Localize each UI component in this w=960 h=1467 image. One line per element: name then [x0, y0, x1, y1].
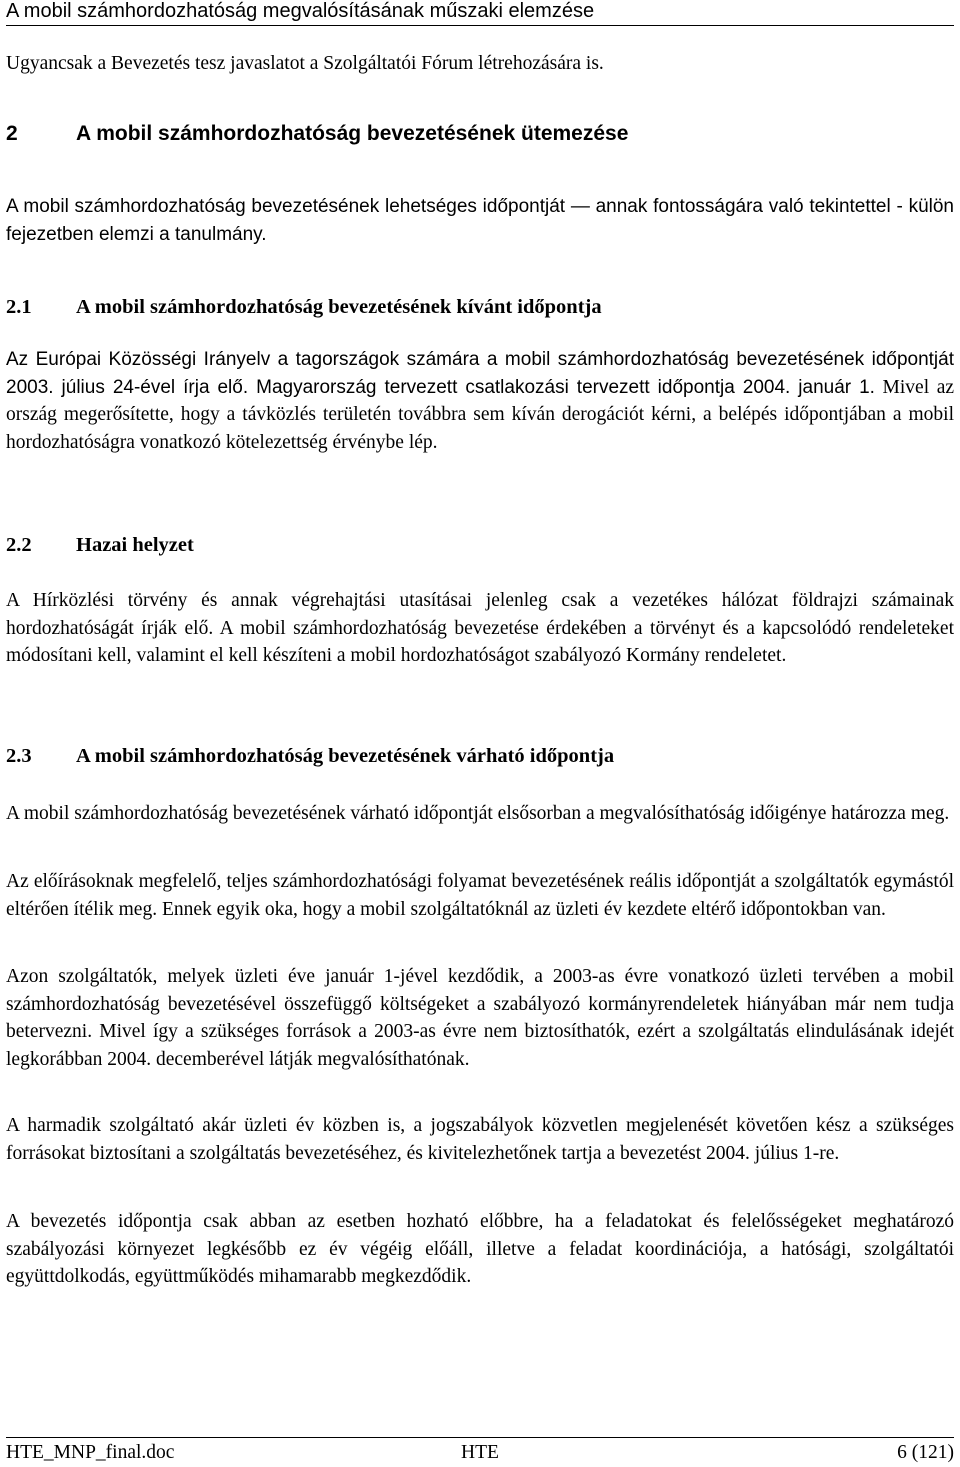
section-2-3-heading: [6, 742, 954, 770]
section-2-1-heading: [6, 293, 954, 321]
section-2-heading: [6, 120, 954, 148]
section-2-3-paragraph: A harmadik szolgáltató akár üzleti év közben is, a jogszabályok közvetlen megjelenését követően kész a szükséges forrásokat biztosítani a szolgáltatás bevezetéséhez, és kivitelezhetőnek tartja a bevezetést 2004. július 1-re.: [6, 1115, 954, 1164]
paragraph-part-serif: Mivel az ország megerősítette, hogy a távközlés területén továbbra sem kíván derogációt kérni, a belépés időpontjában a mobil hordozhatóságra vonatkozó kötelezettség érvénybe lép.: [6, 376, 955, 453]
header-rule: [6, 25, 954, 26]
section-title: Hazai helyzet: [76, 534, 194, 556]
footer-organization: HTE: [461, 1442, 499, 1463]
section-2-1-paragraph: [6, 346, 954, 456]
section-title: A mobil számhordozhatóság bevezetésének ütemezése: [76, 122, 629, 145]
section-2-paragraph: A mobil számhordozhatóság bevezetésének lehetséges időpontját — annak fontosságára való tekintettel - külön fejezetben elemzi a tanulmány.: [6, 196, 954, 245]
running-header: A mobil számhordozhatóság megvalósításának műszaki elemzése: [6, 0, 595, 22]
section-number: 2.1: [6, 296, 32, 318]
section-title: A mobil számhordozhatóság bevezetésének várható időpontja: [76, 745, 615, 767]
section-2-3-paragraph: A bevezetés időpontja csak abban az esetben hozható előbbre, ha a feladatokat és felelősségeket meghatározó szabályozási környezet legkésőbb ez év végéig előáll, illetve a feladat koordinációja, a hatósági, szolgáltatói együttdolkodás, együttműködés mihamarabb megkezdődik.: [6, 1211, 954, 1287]
section-number: 2: [6, 122, 18, 145]
footer-rule: [6, 1437, 954, 1438]
section-number: 2.2: [6, 534, 32, 556]
section-2-3-paragraph: A mobil számhordozhatóság bevezetésének várható időpontját elsősorban a megvalósíthatóság időigénye határozza meg.: [6, 803, 950, 824]
section-2-3-paragraph: Az előírásoknak megfelelő, teljes számhordozhatósági folyamat bevezetésének reális időpontját a szolgáltatók egymástól eltérően ítélik meg. Ennek egyik oka, hogy a mobil szolgáltatóknál az üzleti év kezdete eltérő időpontokban van.: [6, 871, 954, 920]
footer-page-number: 6 (121): [897, 1442, 954, 1463]
section-title: A mobil számhordozhatóság bevezetésének kívánt időpontja: [76, 296, 602, 318]
intro-paragraph: Ugyancsak a Bevezetés tesz javaslatot a Szolgáltatói Fórum létrehozására is.: [6, 53, 604, 74]
section-2-2-heading: [6, 531, 954, 559]
paragraph-part-sans: Az Európai Közösségi Irányelv a tagországok számára a mobil számhordozhatóság bevezetésének időpontját 2003. július 24-ével írja elő. Magyarország tervezett csatlakozási tervezett időpontja 2004. január 1.: [6, 349, 954, 398]
section-2-2-paragraph: A Hírközlési törvény és annak végrehajtási utasításai jelenleg csak a vezetékes hálózat földrajzi számainak hordozhatóságát írják elő. A mobil számhordozhatóság bevezetése érdekében a törvényt és a kapcsolódó rendeleteket módosítani kell, valamint el kell készíteni a mobil hordozhatóságot szabályozó Kormány rendeletet.: [6, 590, 954, 666]
footer-filename: HTE_MNP_final.doc: [6, 1442, 175, 1463]
section-2-3-paragraph: Azon szolgáltatók, melyek üzleti éve január 1-jével kezdődik, a 2003-as évre vonatkozó üzleti tervében a mobil számhordozhatóság bevezetésével összefüggő költségeket a szabályozó kormányrendeletek hiányában már nem tudja betervezni. Mivel így a szükséges források a 2003-as évre nem biztosíthatók, ezért a szolgáltatás elindulásának idejét legkorábban 2004. decemberével látják megvalósíthatónak.: [6, 966, 954, 1070]
section-number: 2.3: [6, 745, 32, 767]
